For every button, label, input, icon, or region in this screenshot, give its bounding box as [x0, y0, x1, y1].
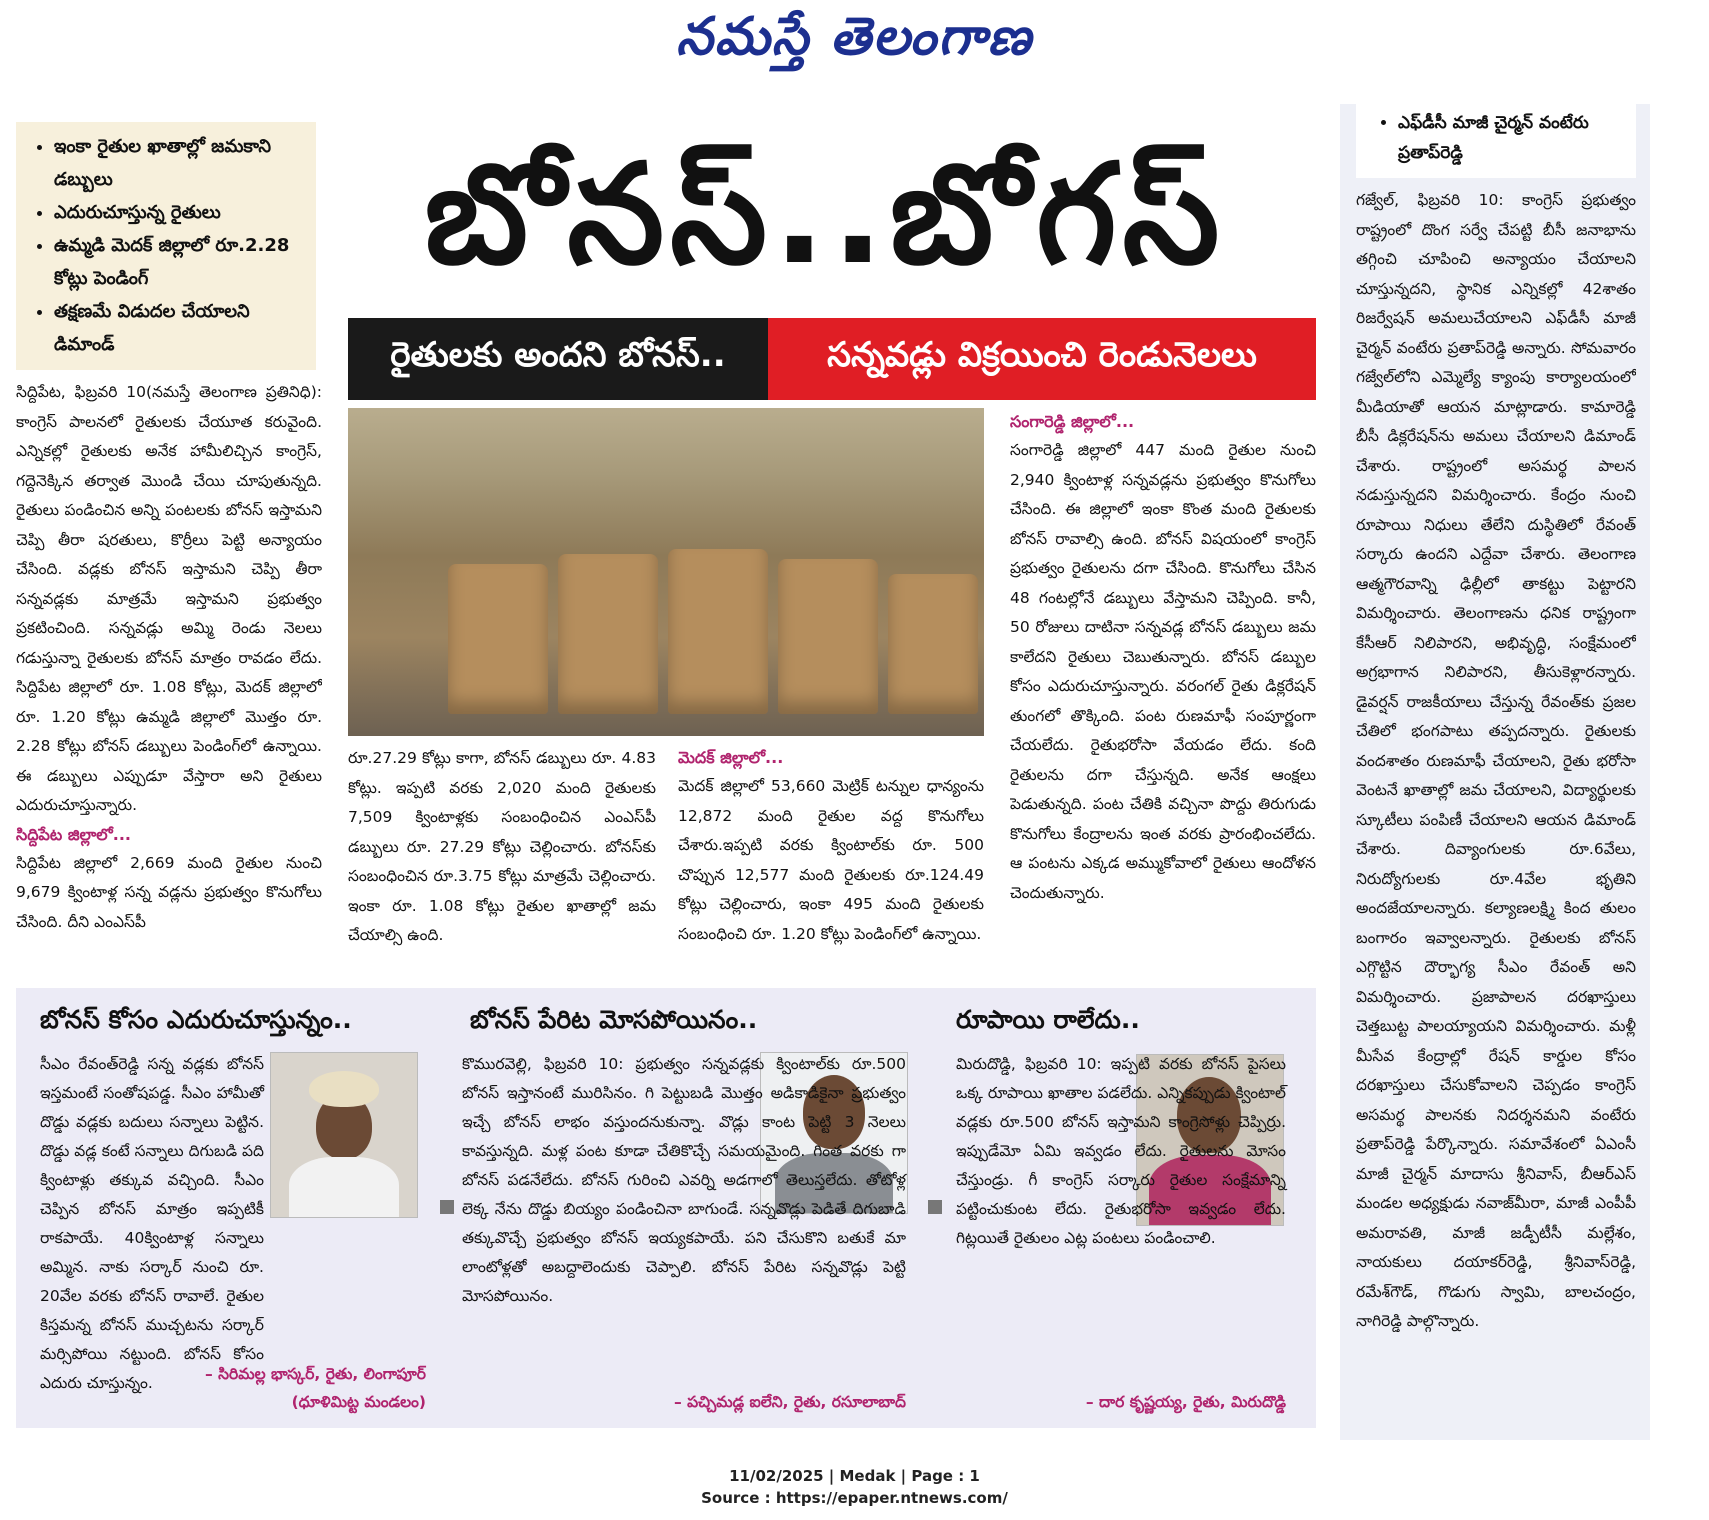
quote-text: [40, 1050, 264, 1398]
highlight-item: • తక్షణమే విడుదల చేయాలని డిమాండ్: [54, 295, 306, 361]
footer-date-page: 11/02/2025 | Medak | Page : 1: [729, 1467, 980, 1485]
article-text: రూ.27.29 కోట్లు కాగా, బోనస్ డబ్బులు రూ. 4.83 కోట్లు. ఇప్పటి వరకు 2,020 మంది రైతులకు 7,509 క్వింటాళ్లకు సంబంధించిన ఎంఎస్‌పీ డబ్బులు రూ. 27.29 కోట్లు చెల్లించారు. బోనస్‌కు సంబంధించిన రూ.3.75 కోట్లు మాత్రమే చెల్లించారు. ఇంకా రూ. 1.08 కోట్లు రైతుల ఖాతాల్లో జమ చేయాల్సి ఉంది.: [348, 749, 656, 944]
subheadline-right: సన్నవడ్లు విక్రయించి రెండునెలలు: [768, 318, 1316, 400]
article-text: సిద్దిపేట జిల్లాలో 2,669 మంది రైతుల నుంచి 9,679 క్వింటాళ్ల సన్న వడ్లను ప్రభుత్వం కొనుగోలు చేసింది. దీని ఎంఎస్‌పీ: [16, 853, 322, 931]
masthead-title: నమస్తే తెలంగాణ: [676, 6, 1033, 67]
article-column-1: [16, 378, 322, 956]
sack-shape: [778, 559, 878, 714]
paddy-sacks-photo: [348, 408, 984, 736]
attribution-name: – పచ్చిమడ్ల ఐలేని, రైతు, రసూలాబాద్: [673, 1393, 906, 1411]
sidebar-highlight-box: [1356, 104, 1636, 178]
section-heading-siddipet: సిద్దిపేట జిల్లాలో...: [16, 824, 131, 844]
article-column-2: [348, 744, 656, 956]
quote-attribution: [956, 1388, 1286, 1416]
quote-text: [462, 1050, 906, 1311]
quote-text-body: కొమురవెల్లి, ఫిబ్రవరి 10: ప్రభుత్వం సన్నవడ్లకు క్వింటాల్‌కు రూ.500 బోనస్ ఇస్తానంటే మురిసినం. గి పెట్టుబడి మొత్తం అడికాడికైనా ప్రభుత్వం ఇచ్చే బోనస్ లాభం వస్తుందనుకున్నా. వొడ్లు కాంట పెట్టి 3 నెలలు కావస్తున్నది. మళ్ల పంట కూడా చేతికొచ్చే సమయమైంది. గింత వరకు గా బోనస్ పడనేలేదు. బోనస్ గురించి ఎవర్ని అడగాలో తెలుస్తలేదు. తోటోళ్ల లెక్క నేను దొడ్డు బియ్యం పండించినా బాగుండే. సన్నవొడ్లు పెడితే దిగుబాడి తక్కువొచ్చే ప్రభుత్వం బోనస్ ఇయ్యకపాయే. పని చేసుకొని బతుకే మా లాంటోళ్లతో అబద్దాలెందుకు చెప్పాలి. బోనస్ పేరిట సన్నవొడ్లు పెట్టి మోసపోయినం.: [462, 1055, 906, 1305]
highlight-item: • ఇంకా రైతుల ఖాతాల్లో జమకాని డబ్బులు: [54, 130, 306, 196]
quote-text-body: మిరుదొడ్డి, ఫిబ్రవరి 10: ఇప్పటి వరకు బోనస్ పైసలు ఒక్క రూపాయి ఖాతాల పడలేదు. ఎన్నికప్పుడు క్వింటాల్ వడ్లకు రూ.500 బోనస్ ఇస్తామని కాంగ్రెసోళ్లు చెప్పిర్రు. ఇప్పుడేమో ఏమి ఇవ్వడం లేదు. రైతులను మోసం చేస్తుండ్రు. గీ కాంగ్రెస్ సర్కారు రైతుల సంక్షేమాన్ని పట్టించుకుంట లేదు. రైతుభరోసా ఇవ్వడం లేదు. గిట్లయితే రైతులం ఎట్ల పంటలు పండించాలి.: [956, 1055, 1286, 1247]
quote-heading: బోనస్ కోసం ఎదురుచూస్తున్నం..: [40, 1005, 352, 1034]
subheadline: [348, 318, 1316, 400]
farmer-portrait-1: [270, 1052, 418, 1218]
quote-text-body: సీఎం రేవంత్‌రెడ్డి సన్న వడ్లకు బోనస్ ఇస్తమంటే సంతోషపడ్డ. సీఎం హామీతో దొడ్డు వడ్లకు బదులు సన్నాలు పెట్టిన. దొడ్డు వడ్ల కంటే సన్నాలు దిగుబడి పది క్వింటాళ్లు తక్కువ వచ్చింది. సీఎం చెప్పిన బోనస్ మాత్రం ఇప్పటికీ రాకపాయే. 40క్వింటాళ్ల సన్నాలు అమ్మిన. నాకు సర్కార్ నుంచి రూ. 20వేల వరకు బోనస్ రావాలే. రైతుల కిస్తమన్న బోనస్ ముచ్చటను సర్కార్ మర్సిపోయి నట్టుంది. బోనస్ కోసం ఎదురు చూస్తున్నం.: [40, 1055, 264, 1392]
quote-text: [956, 1050, 1286, 1253]
highlight-item: • ఉమ్మడి మెదక్ జిల్లాలో రూ.2.28 కోట్లు పెండింగ్: [54, 229, 306, 295]
main-headline: బోనస్..బోగస్: [424, 134, 1226, 295]
article-column-3: [678, 744, 984, 956]
article-text: సంగారెడ్డి జిల్లాలో 447 మంది రైతుల నుంచి 2,940 క్వింటాళ్ల సన్నవడ్లను ప్రభుత్వం కొనుగోలు చేసింది. ఈ జిల్లాలో ఇంకా కొంత మంది రైతులకు బోనస్ రావాల్సి ఉంది. బోనస్ విషయంలో కాంగ్రెస్ ప్రభుత్వం రైతులను దగా చేసింది. కొనుగోలు చేసిన 48 గంటల్లోనే డబ్బులు వేస్తామని చెప్పింది. కానీ, 50 రోజులు దాటినా సన్నవడ్ల బోనస్ డబ్బులు జమ కాలేదని రైతులు చెబుతున్నారు. బోనస్ డబ్బుల కోసం ఎదురుచూస్తున్నారు. వరంగల్ రైతు డిక్లరేషన్ తుంగలో తొక్కింది. పంట రుణమాఫీ సంపూర్ణంగా చేయలేదు. రైతుభరోసా వేయడం లేదు. కంది రైతులను దగా చేస్తున్నది. అనేక ఆంక్షలు పెడుతున్నది. పంట చేతికి వచ్చినా పొద్దు తిరుగుడు కొనుగోలు కేంద్రాలను ఇంత వరకు ప్రారంభించలేదు. ఆ పంటను ఎక్కడ అమ్ముకోవాలో రైతులు ఆందోళన చెందుతున్నారు.: [1010, 441, 1316, 902]
turban-shape: [309, 1071, 379, 1107]
article-text: మెదక్ జిల్లాలో 53,660 మెట్రిక్ టన్నుల ధాన్యంను 12,872 మంది రైతుల వద్ద కొనుగోలు చేశారు.ఇప్పటి వరకు క్వింటాల్‌కు రూ. 500 చొప్పున 12,577 మంది రైతులకు రూ.124.49 కోట్లు చెల్లించారు, ఇంకా 495 మంది రైతులకు సంబంధించి రూ. 1.20 కోట్లు పెండింగ్‌లో ఉన్నాయి.: [678, 777, 984, 943]
attribution-place: (ధూళిమిట్ట మండలం): [291, 1393, 426, 1411]
subheadline-left: రైతులకు అందని బోనస్..: [348, 318, 768, 400]
sidebar-highlight-item: • ఎఫ్‌డీసీ మాజీ చైర్మన్ వంటేరు ప్రతాప్‌రెడ్డి: [1398, 108, 1628, 168]
section-heading-medak: మెదక్ జిల్లాలో...: [678, 748, 784, 767]
highlights-box: [16, 122, 316, 370]
highlight-item: • ఎదురుచూస్తున్న రైతులు: [54, 196, 306, 229]
quote-heading: బోనస్ పేరిట మోసపోయినం..: [470, 1005, 758, 1034]
quote-heading: రూపాయి రాలేదు..: [956, 1005, 1140, 1034]
attribution-name: – సిరిమల్ల భాస్కర్, రైతు, లింగాపూర్: [204, 1365, 426, 1383]
quote-attribution: [462, 1388, 906, 1416]
article-text: సిద్దిపేట, ఫిబ్రవరి 10(నమస్తే తెలంగాణ ప్రతినిధి): కాంగ్రెస్ పాలనలో రైతులకు చేయూత కరువైంది. ఎన్నికల్లో రైతులకు అనేక హామీలిచ్చిన కాంగ్రెస్, గద్దెనెక్కిన తర్వాత మొండి చేయి చూపుతున్నది. రైతులు పండించిన అన్ని పంటలకు బోనస్ ఇస్తామని చెప్పి తీరా షరతులు, కొర్రీలు పెట్టి అన్యాయం చేసింది. వడ్లకు బోనస్ ఇస్తామని చెప్పి తీరా సన్నవడ్లకు మాత్రమే ఇస్తామని ప్రభుత్వం ప్రకటించింది. సన్నవడ్లు అమ్మి రెండు నెలలు గడుస్తున్నా రైతులకు బోనస్ మాత్రం రావడం లేదు. సిద్దిపేట జిల్లాలో రూ. 1.08 కోట్లు, మెదక్ జిల్లాలో రూ. 1.20 కోట్లు ఉమ్మడి జిల్లాలో మొత్తం రూ. 2.28 కోట్లు బోనస్ డబ్బులు పెండింగ్‌లో ఉన్నాయి. ఈ డబ్బులు ఎప్పుడూ వేస్తారా అని రైతులు ఎదురుచూస్తున్నారు.: [16, 383, 322, 814]
page-footer: [0, 1465, 1709, 1509]
portrait-body: [289, 1157, 399, 1218]
sack-shape: [668, 549, 768, 714]
sack-shape: [888, 574, 978, 714]
sack-shape: [558, 554, 658, 714]
divider-square: [440, 1200, 454, 1214]
masthead: [0, 6, 1709, 76]
sidebar-text: [1356, 186, 1636, 1430]
article-column-4: [1010, 408, 1316, 956]
sack-shape: [448, 564, 548, 714]
quote-attribution: [40, 1360, 426, 1416]
attribution-name: – దార కృష్ణయ్య, రైతు, మిరుదొడ్డి: [1085, 1393, 1286, 1411]
article-text: గజ్వేల్, ఫిబ్రవరి 10: కాంగ్రెస్ ప్రభుత్వం రాష్ట్రంలో దొంగ సర్వే చేపట్టి బీసీ జనాభాను తగ్గించి చూపించి అన్యాయం చేయాలని చూస్తున్నదని, స్థానిక ఎన్నికల్లో 42శాతం రిజర్వేషన్ అమలుచేయాలని ఎఫ్‌డీసీ మాజీ చైర్మన్ వంటేరు ప్రతాప్‌రెడ్డి అన్నారు. సోమవారం గజ్వేల్‌లోని ఎమ్మెల్యే క్యాంపు కార్యాలయంలో మీడియాతో ఆయన మాట్లాడారు. కామారెడ్డి బీసీ డిక్లరేషన్‌ను అమలు చేయాలని డిమాండ్ చేశారు. రాష్ట్రంలో అసమర్థ పాలన నడుస్తున్నదని విమర్శించారు. కేంద్రం నుంచి రూపాయి నిధులు తేలేని దుస్థితిలో రేవంత్ సర్కారు ఉందని ఎద్దేవా చేశారు. తెలంగాణ ఆత్మగౌరవాన్ని ఢిల్లీలో తాకట్టు పెట్టారని విమర్శించారు. తెలంగాణను ధనిక రాష్ట్రంగా కేసీఆర్ నిలిపారని, అభివృద్ధి, సంక్షేమంలో అగ్రభాగాన నిలిపారని, తీసుకెళ్లారన్నారు. డైవర్షన్ రాజకీయాలు చేస్తున్న రేవంత్‌కు ప్రజల చేతిలో భంగపాటు తప్పదన్నారు. రైతులకు వందశాతం రుణమాఫీ చేయాలని, రైతు భరోసా వెంటనే ఖాతాల్లో జమ చేయాలని, విద్యార్థులకు స్కూటీలు పంపిణీ చేయాలని ఆయన డిమాండ్ చేశారు. దివ్యాంగులకు రూ.6వేలు, నిరుద్యోగులకు రూ.4వేల భృతిని అందజేయాలన్నారు. కల్యాణలక్ష్మి కింద తులం బంగారం ఇవ్వాలన్నారు. రైతులకు బోనస్ ఎగ్గొట్టిన దౌర్భాగ్య సీఎం రేవంత్ అని విమర్శించారు. ప్రజాపాలన దరఖాస్తులు చెత్తబుట్ట పాలయ్యాయని విమర్శించారు. మళ్లీ మీసేవ కేంద్రాల్లో రేషన్ కార్డుల కోసం దరఖాస్తులు చేసుకోవాలని చెప్పడం కాంగ్రెస్ అసమర్థ పాలనకు నిదర్శనమని వంటేరు ప్రతాప్‌రెడ్డి పేర్కొన్నారు. సమావేశంలో ఏఎంసీ మాజీ చైర్మన్ మాదాసు శ్రీనివాస్, బీఆర్‌ఎస్ మండల అధ్యక్షుడు నవాజ్‌మీరా, మాజీ ఎంపీపీ అమరావతి, మాజీ జడ్పీటీసీ మల్లేశం, నాయకులు దయాకర్‌రెడ్డి, శ్రీనివాస్‌రెడ్డి, రమేశ్‌గౌడ్, గొడుగు స్వామి, బాలచంద్రం, నాగిరెడ్డి పాల్గొన్నారు.: [1356, 191, 1636, 1330]
section-heading-sangareddy: సంగారెడ్డి జిల్లాలో...: [1010, 412, 1135, 431]
footer-source-link[interactable]: Source : https://epaper.ntnews.com/: [701, 1489, 1008, 1507]
divider-square: [928, 1200, 942, 1214]
